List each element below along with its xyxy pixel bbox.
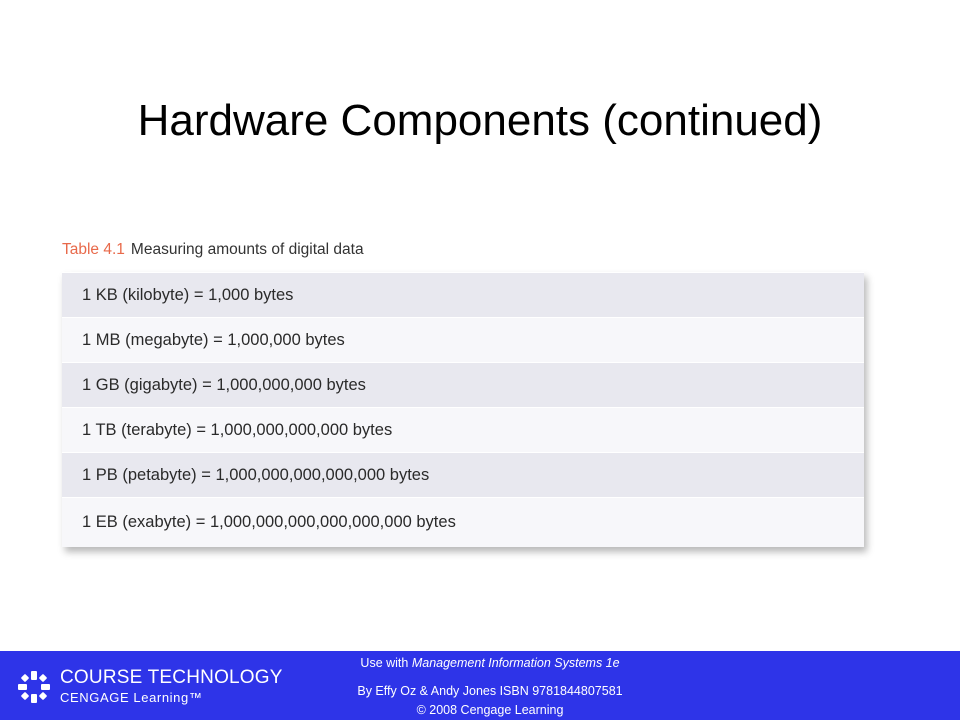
table-row: 1 MB (megabyte) = 1,000,000 bytes [62,317,864,362]
course-technology-logo [16,665,283,709]
table-row: 1 KB (kilobyte) = 1,000 bytes [62,272,864,317]
table-caption-text: Measuring amounts of digital data [130,241,364,258]
cengage-star-icon [16,669,52,705]
table-row: 1 PB (petabyte) = 1,000,000,000,000,000 bytes [62,452,864,497]
use-with-prefix: Use with [360,656,412,670]
table-caption [62,241,364,259]
authors-line: By Effy Oz & Andy Jones ISBN 9781844807581 [357,684,623,698]
logo-line2 [60,690,202,705]
logo-line1: COURSE TECHNOLOGY [60,667,283,688]
table-label: Table 4.1 [62,241,125,258]
logo-line2-text: CENGAGE Learning [60,690,189,705]
table-row: 1 GB (gigabyte) = 1,000,000,000 bytes [62,362,864,407]
table-row: 1 TB (terabyte) = 1,000,000,000,000 bytes [62,407,864,452]
use-with-line [300,657,680,670]
slide-title: Hardware Components (continued) [137,96,823,145]
slide-footer [0,651,960,720]
book-title: Management Information Systems 1e [411,656,620,670]
copyright-line: © 2008 Cengage Learning [416,703,564,717]
logo-trademark: ™ [188,690,203,705]
data-units-table [62,272,864,547]
table-row: 1 EB (exabyte) = 1,000,000,000,000,000,000 bytes [62,497,864,547]
footer-credits [300,651,680,720]
